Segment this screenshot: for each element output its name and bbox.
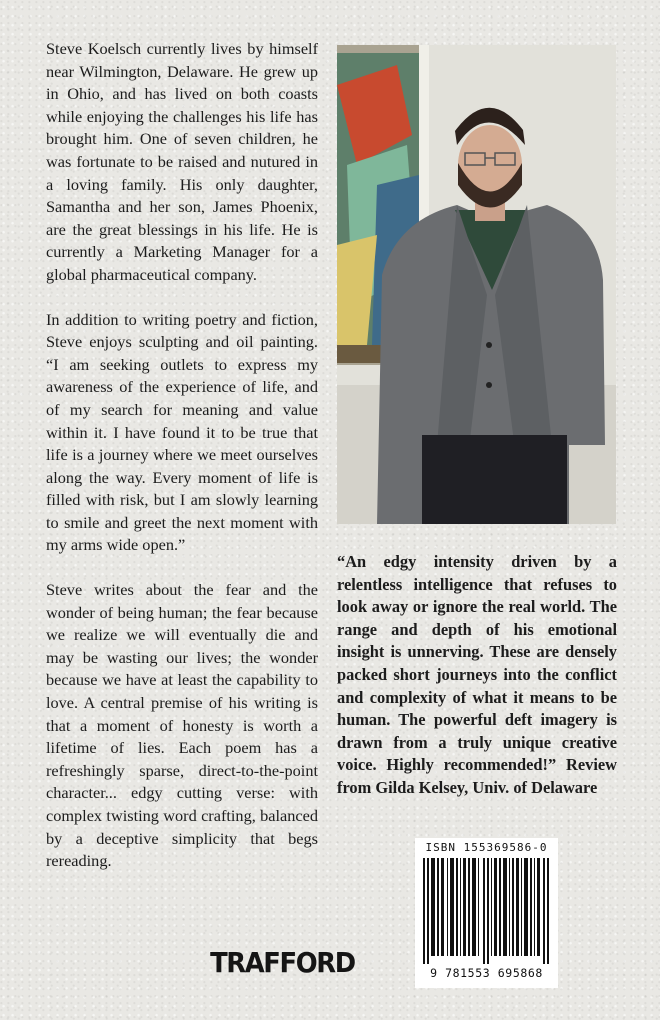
review-quote: “An edgy intensity driven by a relentless intelligence that refuses to look away or ignore the real world. The range and depth of his emotional insight is unnerving. These are densely packed short journeys into the conflict and complexity of what it means to be human. The powerful deft imagery is drawn from a truly unique creative voice. Highly recommended!” Review from Gilda Kelsey, Univ. of Delaware	[337, 552, 617, 797]
barcode-digits: 9 781553 695868	[430, 966, 543, 980]
isbn-barcode	[415, 838, 558, 988]
author-bio	[46, 38, 318, 895]
barcode-bars	[421, 858, 552, 964]
bio-paragraph: Steve Koelsch currently lives by himself near Wilmington, Delaware. He grew up in Ohio, and has lived on both coasts while enjoying the challenges his life has brought him. One of seven children, he was fortunate to be raised and nutured in a loving family. His only daughter, Samantha and her son, James Phoenix, are the great blessings in his life. He is currently a Marketing Manager for a global pharmaceutical company.	[46, 39, 318, 284]
author-photo	[337, 45, 616, 524]
bio-paragraph: In addition to writing poetry and fiction, Steve enjoys sculpting and oil painting. “I am seeking outlets to express my awareness of the experience of life, and of my search for meaning and value within it. I have found it to be true that life is a journey where we meet ourselves along the way. Every moment of life is filled with risk, but I am slowly learning to smile and greet the next moment with my arms wide open.”	[46, 309, 318, 555]
bio-paragraph: Steve writes about the fear and the wonder of being human; the fear because we realize we will eventually die and may be wasting our lives; the wonder because we have at least the capability to love. A central premise of his writing is that a moment of honesty is worth a lifetime of lies. Each poem has a refreshingly sparse, direct-to-the-point character... edgy cutting verse: with complex twisting word crafting, balanced by a deceptive simplicity that begs rereading.	[46, 580, 318, 871]
publisher-logo: TRAFFORD	[210, 946, 355, 979]
isbn-label: ISBN 155369586-0	[425, 841, 548, 854]
